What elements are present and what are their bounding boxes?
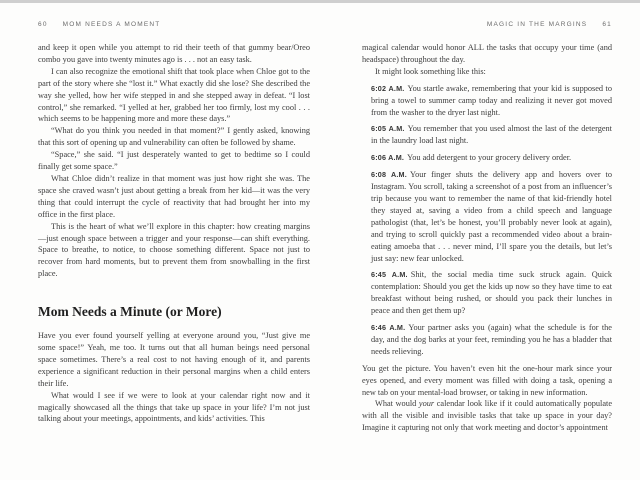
schedule-entry	[371, 152, 612, 164]
schedule-entry	[371, 269, 612, 317]
paragraph: magical calendar would honor ALL the tasks that occupy your time (and headspace) throughout the day.	[362, 43, 612, 64]
schedule-entry	[371, 123, 612, 147]
entry-text: You startle awake, remembering that your kid is supposed to bring a towel to summer camp today and realizing it never got moved from the washer to the dryer last night.	[371, 83, 612, 117]
entry-text: Shit, the social media time suck struck again. Quick contemplation: Should you get the kids up now so they have time to eat breakfast without being rushed, or should you pack their lunches in peace and then get them up?	[371, 270, 613, 316]
schedule-entry	[371, 322, 612, 358]
paragraph: “What do you think you needed in that moment?” I gently asked, knowing that this sort of opening up and vulnerability can often be followed by shame.	[38, 126, 310, 148]
entry-time: 6:08 A.M.	[371, 170, 407, 180]
right-page	[362, 42, 612, 434]
paragraph: What would I see if we were to look at your calendar right now and it magically showcased all the things that take up space in your life? I’m not just talking about your meetings, appointments, and kids’ activities. This	[38, 390, 310, 424]
entry-time: 6:02 A.M.	[371, 83, 405, 93]
schedule-entry	[371, 169, 612, 264]
paragraph: I can also recognize the emotional shift that took place when Chloe got to the part of the story where she “lost it.” What exactly did she lose? She described the way she yelled, how her wife stepped in and she stepped away in defeat. “I lost control,” she remarked. “I yelled at her, grabbed her too firmly, lost my cool . . . which seems to be happening more and more these days.”	[38, 66, 310, 124]
paragraph: You get the picture. You haven’t even hit the one-hour mark since your eyes opened, and every moment was filled with doing a task, opening a new tab on your mental-load browser, or taking in new information.	[362, 363, 612, 397]
running-title-right: MAGIC IN THE MARGINS	[486, 21, 588, 28]
paragraph: What Chloe didn’t realize in that moment was just how right she was. The space she craved wasn’t just about getting a break from her kid—it was the very thing that could interrupt the cycle of reactivity that had brought her into my office in the first place.	[38, 173, 310, 219]
paragraph: This is the heart of what we’ll explore in this chapter: how creating margins—just enough space between a trigger and your response—can shift everything. Space to breathe, to notice, to choose something different. Space not just to recover from hard moments, but to prevent them from snowballing in the first place.	[38, 221, 310, 279]
running-head-left	[38, 21, 310, 28]
paragraph: and keep it open while you attempt to rid their teeth of that gummy bear/Oreo combo you gave into twenty minutes ago is . . . not an easy task.	[38, 43, 310, 64]
entry-time: 6:46 A.M.	[371, 323, 406, 333]
closing-text-italic: your	[418, 399, 435, 409]
running-title-left: MOM NEEDS A MOMENT	[62, 21, 161, 28]
schedule-entry	[371, 83, 612, 119]
section-heading: Mom Needs a Minute (or More)	[38, 304, 222, 320]
running-head-right	[362, 21, 612, 28]
paragraph	[362, 398, 612, 434]
entry-text: You remember that you used almost the last of the detergent in the laundry load last night.	[371, 124, 612, 146]
entry-text: You add detergent to your grocery delivery order.	[407, 153, 572, 163]
left-page	[38, 42, 310, 425]
closing-text-suffix: calendar look like if it could automatically populate with all the visible and invisible tasks that take up space in your day? Imagine it capturing not only that work meeting and doctor’s appointment	[362, 399, 613, 433]
paragraph: Have you ever found yourself yelling at everyone around you, “Just give me some space!” Yeah, me too. It turns out that all human beings need personal space sometimes. There’s a real cost to not having enough of it, and parents experience a significant reduction in their personal margins when a child enters their life.	[38, 331, 310, 388]
entry-text: Your partner asks you (again) what the schedule is for the day, and the dog barks at your feet, reminding you he has a bladder that needs relieving.	[371, 323, 612, 356]
page-number-left: 60	[38, 21, 48, 28]
entry-time: 6:05 A.M.	[371, 124, 405, 134]
entry-text: Your finger shuts the delivery app and hovers over to Instagram. You scroll, taking a screenshot of a post from an influencer’s trip because you want to remember the name of that kid-friendly hotel they stayed at, saving a video from a child speech and language pathologist (that, let’s be honest, you’ll probably never look at again), and trying to scroll quickly past a recommended video about a brain-eating amoeba that . . . never mind, I’ll spare you the details, but let’s just say: new fear unlocked.	[371, 170, 612, 263]
closing-text-prefix: What would	[375, 399, 419, 409]
page-number-right: 61	[602, 21, 612, 28]
entry-time: 6:45 A.M.	[371, 270, 408, 280]
paragraph: “Space,” she said. “I just desperately wanted to get to bedtime so I could finally get some space.”	[38, 150, 310, 172]
paragraph: It might look something like this:	[375, 66, 486, 76]
scan-top-edge	[0, 0, 640, 3]
entry-time: 6:06 A.M.	[371, 153, 405, 163]
